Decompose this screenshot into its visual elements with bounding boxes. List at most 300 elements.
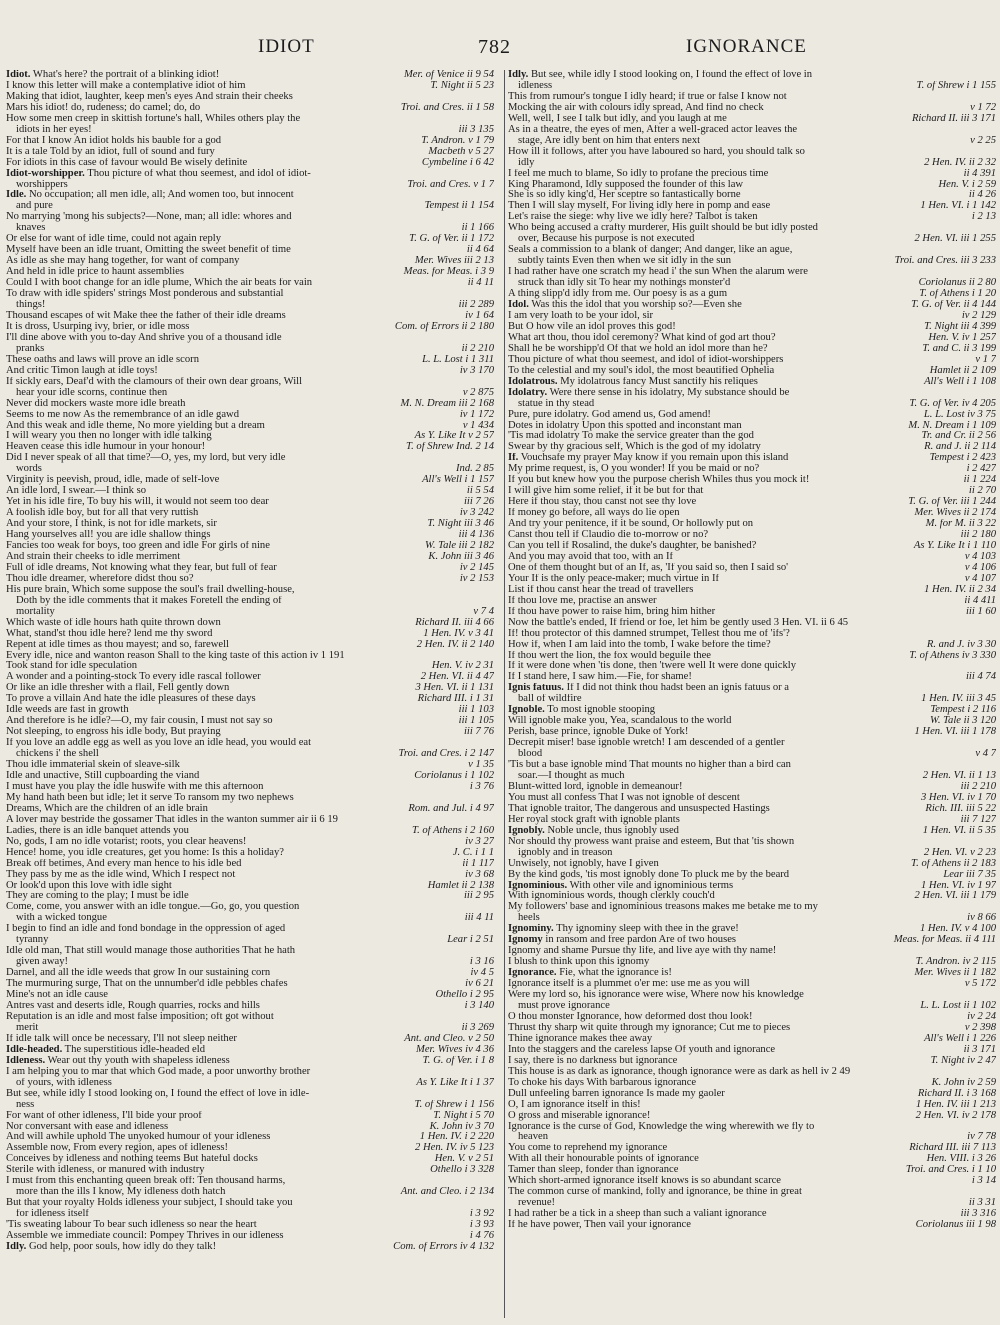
concordance-line	[508, 1176, 996, 1187]
concordance-line	[508, 749, 996, 760]
concordance-line	[6, 683, 494, 694]
play-reference: M. for M. ii 3 22	[922, 519, 996, 530]
concordance-line	[508, 344, 996, 355]
concordance-line	[6, 585, 494, 596]
play-reference: Rich. III. iii 5 22	[921, 804, 996, 815]
play-reference: T. Andron. iv 2 115	[912, 957, 996, 968]
quotation-text: No marrying 'mong his subjects?—None, man; all idle: whores and	[6, 212, 292, 223]
concordance-line	[6, 464, 494, 475]
play-reference: ii 3 269	[458, 1023, 494, 1034]
concordance-line	[508, 1165, 996, 1176]
concordance-line	[508, 585, 996, 596]
quotation-text: Wear out thy youth with shapeless idleness	[45, 1055, 230, 1066]
concordance-line	[6, 902, 494, 913]
concordance-line	[6, 442, 494, 453]
play-reference: Tr. and Cr. ii 2 56	[918, 431, 996, 442]
quotation-text: Thou picture of what thou seemest, and idol of idiot-worshippers	[508, 354, 784, 365]
play-reference: Othello i 2 95	[431, 990, 494, 1001]
quotation-text: If you love an addle egg as well as you love an idle head, you would eat	[6, 738, 312, 749]
concordance-line	[508, 234, 996, 245]
concordance-line	[6, 92, 494, 103]
concordance-line	[508, 1045, 996, 1056]
concordance-line	[508, 1111, 996, 1122]
play-reference: 1 Hen. VI. ii 5 35	[919, 826, 996, 837]
quotation-text: You come to reprehend my ignorance	[508, 1143, 668, 1154]
play-reference: T. of Shrew i 1 155	[913, 81, 996, 92]
quotation-text: 'Tis but a base ignoble mind That mounts no higher than a bird can	[508, 760, 791, 771]
concordance-line	[6, 1209, 494, 1220]
concordance-line	[6, 278, 494, 289]
concordance-line	[6, 1231, 494, 1242]
quotation-text: With all their honourable points of ignorance	[508, 1154, 699, 1165]
play-reference: Hen. V. i 2 59	[935, 180, 996, 191]
quotation-text: chickens i' the shell	[16, 749, 99, 760]
play-reference: iii 7 76	[460, 727, 494, 738]
quotation-text: and pure	[16, 201, 53, 212]
quotation-text: blood	[518, 749, 543, 760]
quotation-text: A lover may bestride the gossamer That idles in the wanton summer air ii 6 19	[6, 814, 338, 825]
quotation-text: Ignorance itself is a plummet o'er me: use me as you will	[508, 979, 750, 990]
quotation-text: Thousand escapes of wit Make thee the father of their idle dreams	[6, 310, 286, 321]
quotation-text: Thine ignorance makes thee away	[508, 1033, 653, 1044]
headword: Ignobly.	[508, 825, 545, 836]
concordance-line	[6, 640, 494, 651]
play-reference: i 3 93	[466, 1220, 494, 1231]
quotation-text: idly	[518, 157, 535, 168]
quotation-text: knaves	[16, 223, 46, 234]
quotation-text: What's here? the portrait of a blinking idiot!	[30, 70, 220, 80]
play-reference: Troi. and Cres. v 1 7	[403, 180, 494, 191]
play-reference: ii 4 64	[463, 245, 494, 256]
concordance-line	[6, 1122, 494, 1133]
quotation-text: If thou love me, practise an answer	[508, 595, 657, 606]
quotation-text: As in a theatre, the eyes of men, After a well-graced actor leaves the	[508, 124, 798, 135]
quotation-text: Nor conversant with ease and idleness	[6, 1121, 169, 1132]
play-reference: 1 Hen. IV. v 3 41	[419, 629, 494, 640]
concordance-line	[6, 629, 494, 640]
concordance-line	[6, 1078, 494, 1089]
quotation-text: with a wicked tongue	[16, 913, 107, 924]
concordance-line	[508, 355, 996, 366]
quotation-text: You must all confess That I was not ignoble of descent	[508, 792, 740, 803]
concordance-line	[6, 289, 494, 300]
concordance-line	[508, 859, 996, 870]
concordance-line	[508, 366, 996, 377]
play-reference: iv 2 24	[963, 1012, 996, 1023]
play-reference: 2 Hen. IV. ii 2 140	[413, 640, 494, 651]
quotation-text: To prove a villain And hate the idle pleasures of these days	[6, 694, 256, 705]
play-reference: iii 1 105	[455, 716, 494, 727]
concordance-line	[6, 1056, 494, 1067]
quotation-text: To the celestial and my soul's idol, the most beautified Ophelia	[508, 365, 775, 376]
play-reference: 1 Hen. IV. v 4 100	[916, 924, 996, 935]
concordance-line	[6, 848, 494, 859]
concordance-line	[508, 804, 996, 815]
play-reference: Meas. for Meas. ii 4 111	[890, 935, 996, 946]
column-divider	[504, 70, 505, 1318]
quotation-text: God help, poor souls, how idly do they talk!	[26, 1241, 217, 1252]
concordance-line	[6, 1187, 494, 1198]
play-reference: 2 Hen. VI. iv 2 178	[912, 1111, 996, 1122]
concordance-line	[6, 486, 494, 497]
concordance-line	[508, 1012, 996, 1023]
concordance-line	[6, 1198, 494, 1209]
headword: Idol.	[508, 300, 529, 311]
play-reference: T. of Athens ii 2 183	[907, 859, 996, 870]
quotation-text: Or like an idle thresher with a flail, Fell gently down	[6, 683, 230, 694]
concordance-line	[508, 201, 996, 212]
concordance-line	[508, 683, 996, 694]
quotation-text: For idiots in this case of favour would Be wisely definite	[6, 157, 248, 168]
quotation-text: And held in idle price to haunt assemblies	[6, 267, 184, 278]
quotation-text: Decrepit miser! base ignoble wretch! I am descended of a gentler	[508, 738, 785, 749]
quotation-text: things!	[16, 300, 46, 311]
play-reference: Mer. Wives iv 4 36	[412, 1045, 494, 1056]
quotation-text: Tamer than sleep, fonder than ignorance	[508, 1165, 679, 1176]
concordance-line	[508, 1143, 996, 1154]
quotation-text: To draw with idle spiders' strings Most ponderous and substantial	[6, 289, 284, 300]
quotation-text: I must have you play the idle huswife with me this afternoon	[6, 781, 264, 792]
play-reference: iii 4 11	[461, 913, 494, 924]
quotation-text: Antres vast and deserts idle, Rough quarries, rocks and hills	[6, 1001, 260, 1012]
play-reference: iii 7 127	[957, 815, 996, 826]
play-reference: iii 1 103	[455, 705, 494, 716]
concordance-line	[508, 136, 996, 147]
concordance-line	[6, 1143, 494, 1154]
quotation-text: Let's raise the siege: why live we idly here? Talbot is taken	[508, 212, 758, 223]
concordance-line	[6, 344, 494, 355]
concordance-line	[6, 924, 494, 935]
play-reference: Meas. for Meas. i 3 9	[400, 267, 494, 278]
concordance-line	[6, 530, 494, 541]
concordance-line	[6, 355, 494, 366]
concordance-line	[508, 946, 996, 957]
quotation-text: pranks	[16, 343, 45, 354]
quotation-text: Or look'd upon this love with idle sight	[6, 880, 172, 891]
headword: Ignis fatuus.	[508, 683, 564, 694]
concordance-line	[6, 1023, 494, 1034]
concordance-line	[6, 431, 494, 442]
play-reference: v 2 25	[966, 136, 996, 147]
play-reference: W. Tale iii 2 182	[421, 541, 494, 552]
play-reference: Mer. Wives ii 1 182	[910, 968, 996, 979]
concordance-line	[6, 311, 494, 322]
quotation-text: Canst thou tell if Claudio die to-morrow or no?	[508, 530, 709, 541]
concordance-line	[508, 552, 996, 563]
play-reference: Com. of Errors ii 2 180	[391, 322, 494, 333]
quotation-text: With other vile and ignominious terms	[567, 880, 734, 891]
play-reference: 1 Hen. VI. iv 1 97	[917, 881, 996, 892]
concordance-line	[6, 1242, 494, 1253]
quotation-text: idleness	[518, 80, 553, 91]
quotation-text: Then I will slay myself, For living idly here in pomp and ease	[508, 201, 771, 212]
quotation-text: These oaths and laws will prove an idle scorn	[6, 354, 199, 365]
quotation-text: Mars his idiot! do, rudeness; do camel; do, do	[6, 102, 201, 113]
quotation-text: subtly taints Even then when we sit idly in the sun	[518, 256, 732, 267]
concordance-line	[508, 322, 996, 333]
concordance-line	[6, 256, 494, 267]
concordance-line	[508, 1220, 996, 1231]
quotation-text: Assemble we immediate council: Pompey Thrives in our idleness	[6, 1231, 284, 1242]
quotation-text: Perish, base prince, ignoble Duke of York!	[508, 727, 689, 738]
quotation-text: Doth by the idle comments that it makes Foretell the ending of	[16, 595, 282, 606]
quotation-text: ness	[16, 1099, 35, 1110]
concordance-line	[6, 749, 494, 760]
concordance-line	[508, 782, 996, 793]
quotation-text: My idolatrous fancy Must sanctify his reliques	[557, 376, 758, 387]
quotation-text: Yet in his idle fire, To buy his will, it would not seem too dear	[6, 497, 269, 508]
concordance-line	[508, 1067, 996, 1078]
quotation-text: Unwisely, not ignobly, have I given	[508, 858, 659, 869]
concordance-line	[6, 727, 494, 738]
quotation-text: Break off betimes, And every man hence to his idle bed	[6, 858, 242, 869]
play-reference: Troi. and Cres. iii 3 233	[891, 256, 996, 267]
play-reference: v 1 72	[966, 103, 996, 114]
right-column	[508, 70, 996, 1322]
play-reference: iv 8 66	[963, 913, 996, 924]
quotation-text: How ill it follows, after you have laboured so hard, you should talk so	[508, 146, 805, 157]
quotation-text: I will give him some relief, if it be but for that	[508, 486, 704, 497]
quotation-text: If he have power, Then vail your ignorance	[508, 1220, 691, 1231]
play-reference: Cymbeline i 6 42	[418, 158, 494, 169]
play-reference: T. of Shrew i 1 156	[411, 1100, 494, 1111]
concordance-line	[508, 311, 996, 322]
quotation-text: For want of other idleness, I'll bide your proof	[6, 1110, 202, 1121]
play-reference: i 3 92	[466, 1209, 494, 1220]
concordance-line	[6, 223, 494, 234]
quotation-text: for idleness itself	[16, 1209, 89, 1220]
quotation-text: To choke his days With barbarous ignorance	[508, 1077, 697, 1088]
quotation-text: What, stand'st thou idle here? lend me thy sword	[6, 628, 213, 639]
play-reference: 2 Hen. VI. iii 1 179	[910, 891, 996, 902]
concordance-line	[6, 410, 494, 421]
quotation-text: merit	[16, 1022, 39, 1033]
play-reference: iv 6 21	[461, 979, 494, 990]
headword: Idolatry.	[508, 387, 548, 398]
play-reference: T. Night ii 5 23	[426, 81, 494, 92]
quotation-text: Can you tell if Rosalind, the duke's daughter, be banished?	[508, 540, 757, 551]
concordance-line	[6, 1100, 494, 1111]
concordance-line	[508, 70, 996, 81]
quotation-text: Mocking the air with colours idly spread, And find no check	[508, 102, 764, 113]
concordance-line	[508, 519, 996, 530]
quotation-text: over, Because his purpose is not executed	[518, 234, 695, 245]
quotation-text: more than the ills I know, My idleness doth hatch	[16, 1187, 226, 1198]
headword: Idiot-worshipper.	[6, 168, 85, 179]
quotation-text: His pure brain, Which some suppose the soul's frail dwelling-house,	[6, 584, 295, 595]
play-reference: v 1 434	[459, 421, 494, 432]
concordance-line	[6, 1165, 494, 1176]
play-reference: iv 2 145	[456, 563, 494, 574]
concordance-line	[508, 1078, 996, 1089]
quotation-text: Her royal stock graft with ignoble plants	[508, 814, 680, 825]
concordance-line	[508, 793, 996, 804]
quotation-text: I must from this enchanting queen break off: Ten thousand harms,	[6, 1176, 286, 1187]
quotation-text: stage, Are idly bent on him that enters next	[518, 135, 701, 146]
concordance-line	[508, 212, 996, 223]
concordance-line	[6, 826, 494, 837]
concordance-line	[508, 990, 996, 1001]
play-reference: K. John iv 3 70	[426, 1122, 494, 1133]
quotation-text: struck than idly sit To hear my nothings monster'd	[518, 278, 731, 289]
quotation-text: I'll dine above with you to-day And shrive you of a thousand idle	[6, 332, 282, 343]
concordance-line	[508, 716, 996, 727]
play-reference: As Y. Like It i 1 110	[910, 541, 996, 552]
concordance-line	[6, 1132, 494, 1143]
concordance-line	[6, 793, 494, 804]
concordance-line	[508, 727, 996, 738]
concordance-line	[508, 1089, 996, 1100]
concordance-line	[6, 837, 494, 848]
running-head-right: IGNORANCE	[686, 36, 807, 57]
concordance-line	[508, 453, 996, 464]
concordance-line	[508, 881, 996, 892]
play-reference: T. of Shrew Ind. 2 14	[402, 442, 494, 453]
concordance-line	[508, 190, 996, 201]
play-reference: Richard II. iii 3 171	[908, 114, 996, 125]
concordance-line	[508, 607, 996, 618]
headword: Ignorance.	[508, 968, 557, 979]
play-reference: 2 Hen. IV. iv 5 123	[411, 1143, 494, 1154]
quotation-text: Here if thou stay, thou canst not see thy love	[508, 497, 697, 508]
quotation-text: soar.—I thought as much	[518, 771, 625, 781]
concordance-line	[6, 399, 494, 410]
quotation-text: The common curse of mankind, folly and ignorance, be thine in great	[508, 1187, 802, 1198]
quotation-text: Thou idle immaterial skein of sleave-silk	[6, 760, 180, 771]
concordance-line	[508, 486, 996, 497]
play-reference: 2 Hen. VI. v 2 23	[920, 848, 996, 859]
headword: Ignomy	[508, 935, 543, 946]
quotation-text: Did I never speak of all that time?—O, yes, my lord, but very idle	[6, 453, 286, 464]
concordance-line	[6, 158, 494, 169]
concordance-line	[6, 377, 494, 388]
concordance-line	[508, 300, 996, 311]
concordance-line	[508, 421, 996, 432]
play-reference: T. of Athens i 2 160	[408, 826, 494, 837]
play-reference: T. G. of Ver. iii 1 244	[904, 497, 996, 508]
concordance-line	[508, 574, 996, 585]
quotation-text: The murmuring surge, That on the unnumber'd idle pebbles chafes	[6, 979, 288, 990]
concordance-line	[6, 180, 494, 191]
quotation-text: They pass by me as the idle wind, Which I respect not	[6, 869, 236, 880]
headword: Ignoble.	[508, 705, 545, 716]
quotation-text: Every idle, nice and wanton reason Shall to the king taste of this action iv 1 191	[6, 650, 345, 661]
quotation-text: How some men creep in skittish fortune's hall, Whiles others play the	[6, 113, 301, 124]
quotation-text: Seals a commission to a blank of danger; And danger, like an ague,	[508, 245, 793, 256]
play-reference: ii 1 117	[458, 859, 494, 870]
quotation-text: worshippers	[16, 179, 68, 190]
play-reference: v 7 4	[469, 607, 494, 618]
play-reference: ii 1 166	[458, 223, 494, 234]
play-reference: T. G. of Ver. iv 4 205	[905, 399, 996, 410]
concordance-line	[508, 596, 996, 607]
concordance-line	[508, 1056, 996, 1067]
play-reference: v 5 172	[961, 979, 996, 990]
play-reference: i 2 13	[968, 212, 996, 223]
concordance-line	[6, 1176, 494, 1187]
play-reference: i 4 76	[466, 1231, 494, 1242]
concordance-line	[508, 1034, 996, 1045]
quotation-text: Thou idle dreamer, wherefore didst thou so?	[6, 573, 194, 584]
concordance-line	[6, 1034, 494, 1045]
play-reference: Tempest ii 1 154	[421, 201, 494, 212]
play-reference: Hamlet ii 2 138	[424, 881, 494, 892]
concordance-line	[508, 651, 996, 662]
play-reference: T. of Athens iv 3 330	[905, 651, 996, 662]
quotation-text: O thou monster Ignorance, how deformed dost thou look!	[508, 1011, 753, 1022]
quotation-text: Who being accused a crafty murderer, His guilt should be but idly posted	[508, 223, 818, 234]
concordance-line	[6, 519, 494, 530]
quotation-text: If I stand here, I saw him.—Fie, for shame!	[508, 672, 692, 683]
quotation-text: Or else for want of idle time, could not again reply	[6, 234, 222, 245]
play-reference: Coriolanus iii 1 98	[912, 1220, 996, 1231]
quotation-text: A foolish idle boy, but for all that very ruttish	[6, 508, 199, 519]
play-reference: ii 1 224	[960, 475, 996, 486]
concordance-line	[6, 760, 494, 771]
play-reference: ii 4 11	[464, 278, 494, 289]
concordance-line	[6, 1001, 494, 1012]
play-reference: Richard III. iii 7 113	[905, 1143, 996, 1154]
concordance-line	[508, 1023, 996, 1034]
quotation-text: But that your royalty Holds idleness your subject, I should take you	[6, 1198, 293, 1209]
quotation-text: I begin to find an idle and fond bondage in the oppression of aged	[6, 924, 286, 935]
quotation-text: I had rather have one scratch my head i' the sun When the alarum were	[508, 267, 808, 278]
concordance-line	[508, 377, 996, 388]
concordance-line	[6, 125, 494, 136]
quotation-text: I say, there is no darkness but ignorance	[508, 1055, 678, 1066]
concordance-line	[6, 968, 494, 979]
concordance-line	[6, 114, 494, 125]
headword: Idly.	[508, 70, 529, 80]
quotation-text: Your If is the only peace-maker; much virtue in If	[508, 573, 720, 584]
concordance-line	[508, 979, 996, 990]
concordance-line	[508, 1154, 996, 1165]
concordance-line	[6, 1045, 494, 1056]
quotation-text: Will ignoble make you, Yea, scandalous to the world	[508, 716, 732, 727]
play-reference: Rom. and Jul. i 4 97	[404, 804, 494, 815]
quotation-text: Ignomy and shame Pursue thy life, and live aye with thy name!	[508, 946, 777, 957]
quotation-text: words	[16, 464, 42, 475]
quotation-text: This from rumour's tongue I idly heard; if true or false I know not	[508, 91, 787, 102]
quotation-text: If thou wert the lion, the fox would beguile thee	[508, 650, 711, 661]
quotation-text: By the kind gods, 'tis most ignobly done To pluck me by the beard	[508, 869, 790, 880]
left-column	[6, 70, 494, 1322]
quotation-text: And try your penitence, if it be sound, Or hollowly put on	[508, 519, 754, 530]
headword: Idolatrous.	[508, 376, 558, 387]
play-reference: iii 3 135	[455, 125, 494, 136]
quotation-text: mortality	[16, 606, 55, 617]
play-reference: T. of Athens i 1 20	[915, 289, 996, 300]
play-reference: Mer. of Venice ii 9 54	[400, 70, 494, 81]
quotation-text: Was this the idol that you worship so?—Even she	[528, 300, 742, 311]
quotation-text: Nor should thy prowess want praise and esteem, But that 'tis shown	[508, 836, 795, 847]
play-reference: i 3 14	[968, 1176, 996, 1187]
concordance-line	[508, 957, 996, 968]
play-reference: Macbeth v 5 27	[424, 147, 494, 158]
concordance-line	[6, 771, 494, 782]
quotation-text: To most ignoble stooping	[544, 705, 656, 716]
concordance-line	[508, 924, 996, 935]
quotation-text: That ignoble traitor, The dangerous and unsuspected Hastings	[508, 803, 770, 814]
quotation-text: As idle as she may hang together, for want of company	[6, 256, 240, 267]
concordance-line	[508, 1209, 996, 1220]
quotation-text: My prime request, is, O you wonder! If you be maid or no?	[508, 464, 760, 475]
concordance-line	[6, 574, 494, 585]
play-reference: ii 3 31	[965, 1198, 996, 1209]
quotation-text: O, I am ignorance itself in this!	[508, 1099, 641, 1110]
quotation-text: heaven	[518, 1132, 548, 1143]
concordance-line	[6, 881, 494, 892]
